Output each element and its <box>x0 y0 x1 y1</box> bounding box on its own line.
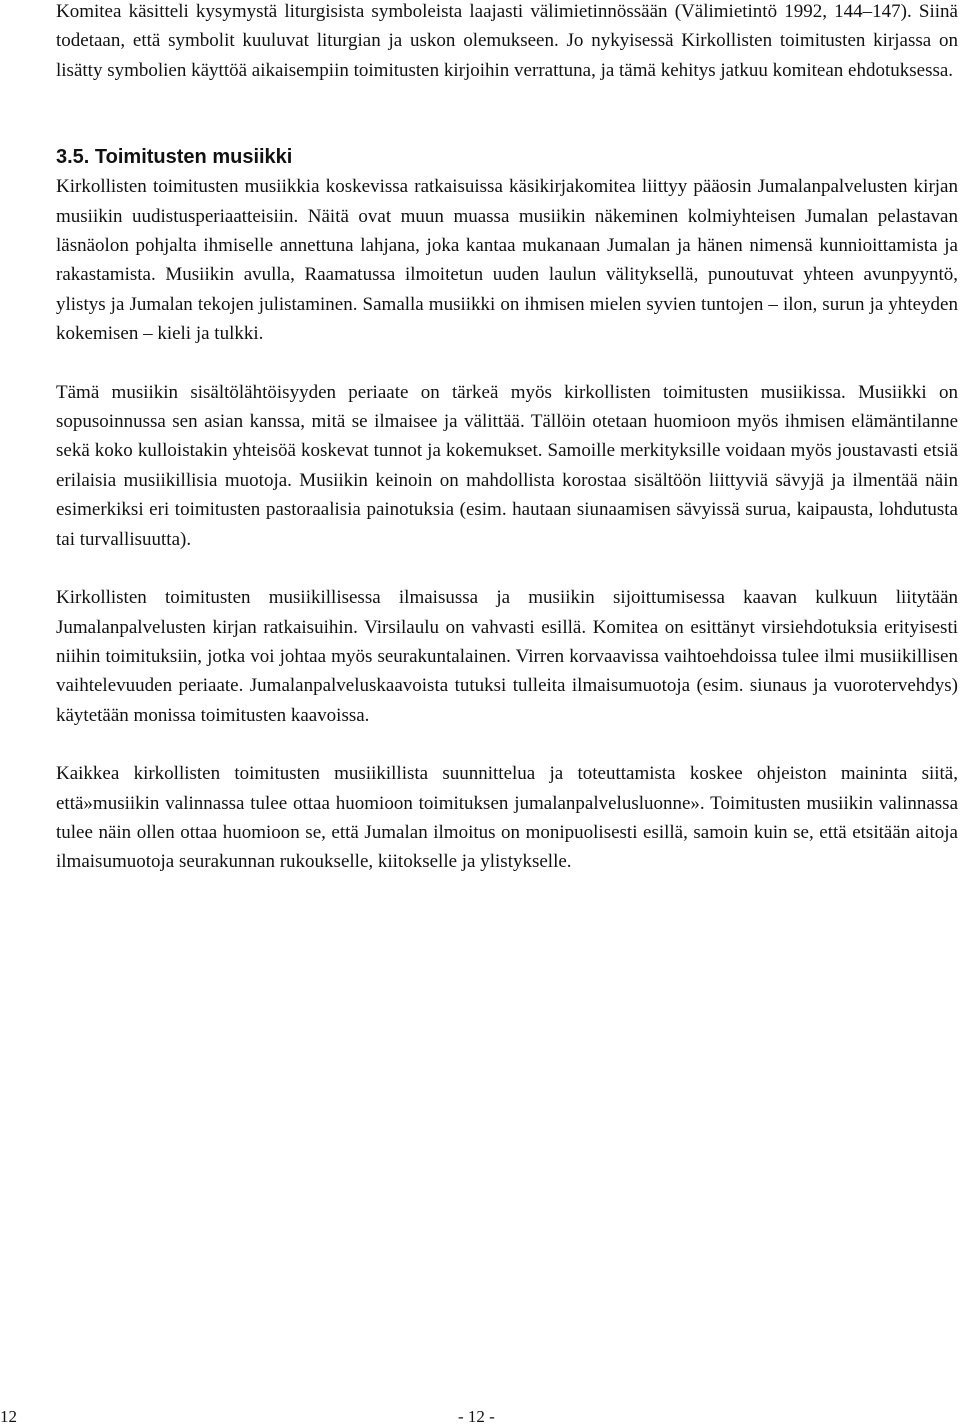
page-number-left: 12 <box>0 1407 17 1426</box>
page-number-center: - 12 - <box>458 1407 495 1426</box>
document-page <box>56 0 958 877</box>
intro-paragraph: Komitea käsitteli kysymystä liturgisista symboleista laajasti välimietinnössään (Välimietintö 1992, 144–147). Siinä todetaan, että symbolit kuuluvat liturgian ja uskon olemukseen. Jo nykyisessä Kirkollisten toimitusten kirjassa on lisätty symbolien käyttöä aikaisempiin toimitusten kirjoihin verrattuna, ja tämä kehitys jatkuu komitean ehdotuksessa. <box>56 1 958 81</box>
music-paragraph-1: Kirkollisten toimitusten musiikkia koskevissa ratkaisuissa käsikirjakomitea liittyy pääosin Jumalanpalvelusten kirjan musiikin uudistusperiaatteisiin. Näitä ovat muun muassa musiikin näkeminen kolmiyhteisen Jumalan pelastavan läsnäolon pohjalta ihmiselle annettuna lahjana, joka kantaa mukanaan Jumalan ja hänen nimensä kunnioittamista ja rakastamista. Musiikin avulla, Raamatussa ilmoitetun uuden laulun välityksellä, punoutuvat yhteen avunpyyntö, ylistys ja Jumalan tekojen julistaminen. Samalla musiikki on ihmisen mielen syvien tuntojen – ilon, surun ja yhteyden kokemisen – kieli ja tulkki. <box>56 176 958 345</box>
music-paragraph-3: Kirkollisten toimitusten musiikillisessa ilmaisussa ja musiikin sijoittumisessa kaavan kulkuun liitytään Jumalanpalvelusten kirjan ratkaisuihin. Virsilaulu on vahvasti esillä. Komitea on esittänyt virsiehdotuksia erityisesti niihin toimituksiin, jotka voi johtaa myös seurakuntalainen. Virren korvaavissa vaihtoehdoissa tulee ilmi musiikillisen vaihtelevuuden periaate. Jumalanpalveluskaavoista tutuksi tulleita ilmaisumuotoja (esim. siunaus ja vuorotervehdys) käytetään monissa toimitusten kaavoissa. <box>56 587 958 726</box>
music-paragraph-4: Kaikkea kirkollisten toimitusten musiikillista suunnittelua ja toteuttamista koskee ohjeiston maininta siitä, että»musiikin valinnassa tulee ottaa huomioon toimituksen jumalanpalvelusluonne». Toimitusten musiikin valinnassa tulee näin ollen ottaa huomioon se, että Jumalan ilmoitus on monipuolisesti esillä, samoin kuin se, että etsitään aitoja ilmaisumuotoja seurakunnan rukoukselle, kiitokselle ja ylistykselle. <box>56 763 958 873</box>
section-heading: 3.5. Toimitusten musiikki <box>56 146 293 169</box>
music-paragraph-2: Tämä musiikin sisältölähtöisyyden periaate on tärkeä myös kirkollisten toimitusten musiikissa. Musiikki on sopusoinnussa sen asian kanssa, mitä se ilmaisee ja välittää. Tällöin otetaan huomioon myös ihmisen elämäntilanne sekä koko kulloistakin yhteisöä koskevat tunnot ja kokemukset. Samoille merkityksille voidaan myös joustavasti etsiä erilaisia musiikillisia muotoja. Musiikin keinoin on mahdollista korostaa sisältöön liittyviä sävyjä ja ilmentää näin esimerkiksi eri toimitusten pastoraalisia painotuksia (esim. hautaan siunaamisen sävyissä surua, kaipausta, lohdutusta tai turvallisuutta). <box>56 381 958 550</box>
